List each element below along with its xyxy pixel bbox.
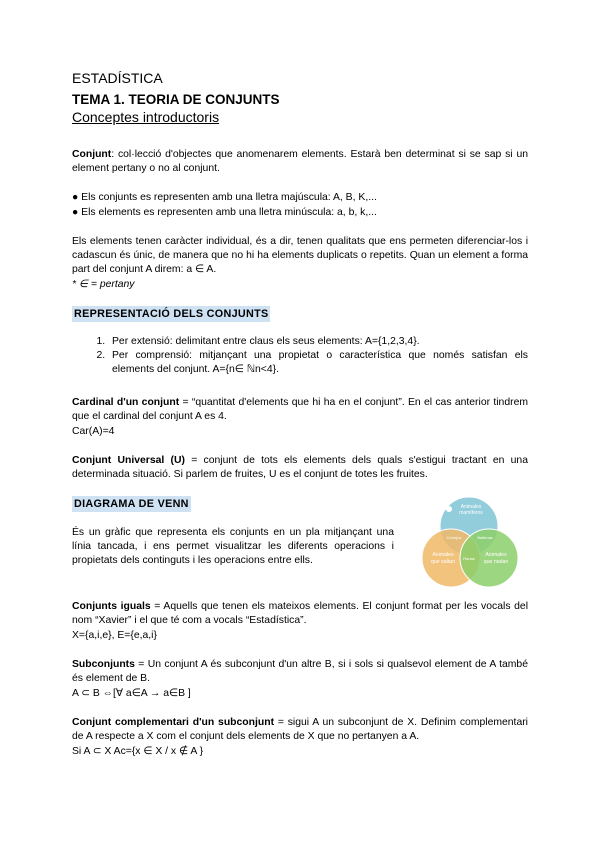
venn-description: És un gràfic que representa els conjunts en un pla mitjançant una línia tancada, i ens permet visualitzar les diferents operacions i propietats dels continguts i les operacions entre ells. <box>72 527 394 567</box>
venn-overlap-b: Ranas <box>463 556 475 561</box>
section-representacio: REPRESENTACIÓ DELS CONJUNTS <box>74 308 269 320</box>
complementari-def: = sigui A un subconjunt de X. Definim complementari de A respecte a X com el conjunt dels elements de X que no pertanyen a A. <box>72 717 528 743</box>
section-venn: DIAGRAMA DE VENN <box>74 498 189 510</box>
universal-def: = conjunt de tots els elements dels quals s'estigui tractant en una determinada situació. Si parlem de fruites, U es el conjunt de totes les fruites. <box>72 455 528 481</box>
list-item: 1. Per extensió: delimitant entre claus els seus elements: A={1,2,3,4}. <box>108 335 528 349</box>
subtitle: Conceptes introductoris <box>72 109 220 125</box>
representacio-list <box>72 335 528 378</box>
complementari-definition <box>72 716 528 744</box>
conjunt-definition <box>72 148 528 176</box>
subconjunts-def: = Un conjunt A és subconjunt d'un altre B, si i sols si qualsevol element de A també és element de B. <box>72 659 528 685</box>
venn-diagram <box>418 494 522 592</box>
iguals-term: Conjunts iguals <box>72 601 151 612</box>
venn-overlap-tl: Conejos <box>446 535 462 540</box>
bullet-uppercase: ● Els conjunts es representen amb una lletra majúscula: A, B, K,... <box>72 192 377 203</box>
cardinal-term: Cardinal d'un conjunt <box>72 397 180 408</box>
venn-marker-icon <box>446 506 452 512</box>
cardinal-formula: Car(A)=4 <box>72 426 115 437</box>
cardinal-definition <box>72 396 528 424</box>
universal-definition <box>72 454 528 482</box>
subconjunts-formula: A ⊂ B ⇔[∀ a∈A → a∈B ] <box>72 688 191 699</box>
venn-overlap-tr: Ballenas <box>477 535 493 540</box>
iguals-formula: X={a,i,e}, E={e,a,i} <box>72 630 157 641</box>
iguals-def: = Aquells que tenen els mateixos elements. El conjunt format per les vocals del nom “Xavier” i el que té com a vocals “Estadística”. <box>72 601 528 627</box>
complementari-term: Conjunt complementari d'un subconjunt <box>72 717 275 728</box>
subconjunts-term: Subconjunts <box>72 659 135 670</box>
venn-label-left: Animales que saltan <box>431 552 455 565</box>
list-item: 2. Per comprensió: mitjançant una propietat o característica que només satisfan els elements del conjunt. A={n∈ ℕn<4}. <box>108 349 528 377</box>
universal-term: Conjunt Universal (U) <box>72 455 185 466</box>
venn-label-right: Animales que nadan <box>483 552 509 565</box>
complementari-formula: Si A ⊂ X Ac={x ∈ X / x ∉ A } <box>72 746 204 757</box>
conjunt-term: Conjunt <box>72 149 112 160</box>
topic-title: TEMA 1. TEORIA DE CONJUNTS <box>72 92 280 107</box>
iguals-definition <box>72 600 528 628</box>
venn-label-top: Animales mamíferos <box>459 504 483 516</box>
cardinal-def: = “quantitat d'elements que hi ha en el conjunt”. En el cas anterior tindrem que el cardinal del conjunt A es 4. <box>72 397 528 423</box>
elements-paragraph: Els elements tenen caràcter individual, és a dir, tenen qualitats que ens permeten diferenciar-los i cadascun és únic, de manera que no hi ha elements duplicats o repetits. Quan un element a forma part del conjunt A direm: a ∈ A. <box>72 236 528 276</box>
bullet-lowercase: ● Els elements es representen amb una lletra minúscula: a, b, k,... <box>72 207 377 218</box>
conjunt-def: : col·lecció d'objectes que anomenarem elements. Estarà ben determinat si se sap si un element pertany o no al conjunt. <box>72 149 528 175</box>
subconjunts-definition <box>72 658 528 686</box>
subject-title: ESTADÍSTICA <box>72 70 163 86</box>
pertany-note: * ∈ = pertany <box>72 279 135 290</box>
